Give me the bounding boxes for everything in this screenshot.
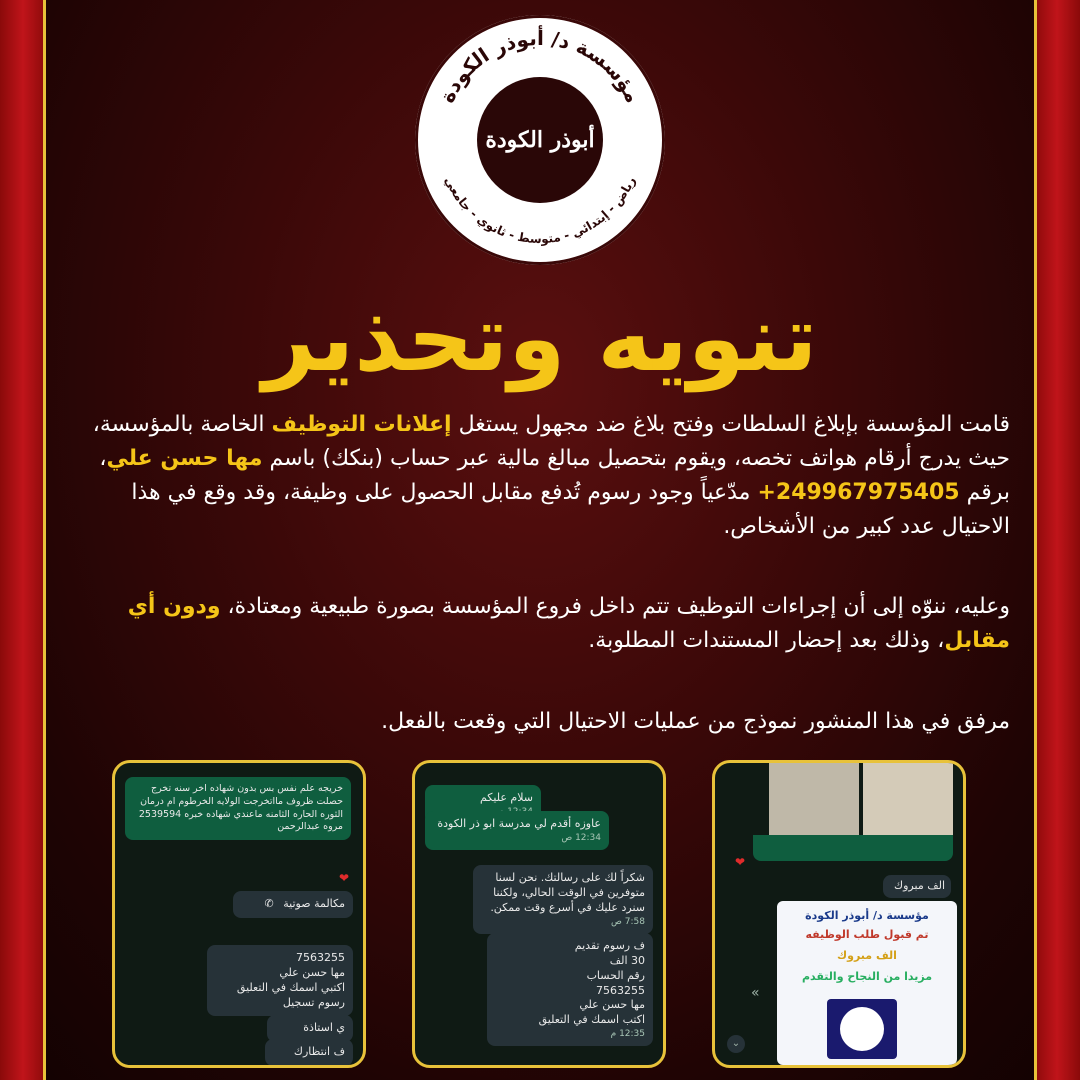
message-bubble: ف انتظارك (265, 1039, 353, 1066)
chat-screenshot-1 (712, 760, 966, 1068)
voice-call-bubble: مكالمة صوتية ✆ (233, 891, 353, 918)
paragraph-1: قامت المؤسسة بإبلاغ السلطات وفتح بلاغ ضد مجهول يستغل إعلانات التوظيف الخاصة بالمؤسسة، حيث يدرج أرقام هواتف تخصه، ويقوم بتحصيل مبالغ مالية عبر حساب (بنكك) باسم مها حسن علي، برقم +249967975405 مدّعياً وجود رسوم تُدفع مقابل الحصول على وظيفة، وقد وقع في هذا الاحتيال عدد كبير من الأشخاص. (92, 412, 1010, 540)
logo-ring-top-text: مؤسسة د/ أبوذر الكودة (434, 25, 646, 107)
paragraph-3: مرفق في هذا المنشور نموذج من عمليات الاحتيال التي وقعت بالفعل. (381, 709, 1010, 734)
message-bubble: الف مبروك (883, 875, 951, 898)
message-bubble (753, 835, 953, 861)
paragraph-2: وعليه، ننوّه إلى أن إجراءات التوظيف تتم داخل فروع المؤسسة بصورة طبيعية ومعتادة، ودون أي مقابل، وذلك بعد إحضار المستندات المطلوبة. (127, 594, 1010, 654)
logo-emblem: أبوذر الكودة (477, 77, 603, 203)
message-bubble: خريجه علم نفس بس بدون شهاده اخر سنه تخرج حصلت ظروف مااتخرجت الولايه الخرطوم ام درمان الثوره الحاره الثامنه ماعندي شهاده خبره 2539594 مروه عبدالرحمن (125, 777, 351, 840)
right-frame-bar (1034, 0, 1080, 1080)
highlight-phone-number: +249967975405 (757, 480, 960, 506)
logo-ring-bottom-text: رياض - إبتدائي - متوسط - ثانوي - جامعي (441, 174, 639, 247)
document-photo (863, 763, 953, 835)
message-bubble: عاوزه أقدم لي مدرسة ابو ذر الكودة 12:34 ص (425, 811, 609, 850)
message-bubble: ف رسوم تقديم 30 الف رقم الحساب 7563255 مها حسن علي اكتب اسمك في التعليق 12:35 م (487, 933, 653, 1046)
heart-icon: ❤ (735, 855, 746, 869)
left-frame-bar (0, 0, 46, 1080)
chat-screenshot-2 (412, 760, 666, 1068)
acceptance-card-image: مؤسسة د/ أبوذر الكودة تم قبول طلب الوظيفه الف مبروك مزيدا من النجاح والتقدم (777, 901, 957, 1065)
message-bubble: 7563255 مها حسن علي اكتبي اسمك في التعليق رسوم تسجيل (207, 945, 353, 1016)
phone-icon: ✆ (264, 897, 274, 910)
institution-logo (415, 15, 665, 265)
forward-icon: » (751, 985, 760, 1001)
card-logo (827, 999, 897, 1059)
headline: تنويه وتحذير (262, 285, 818, 392)
scroll-down-icon[interactable]: ⌄ (727, 1035, 745, 1053)
document-photo (769, 763, 859, 835)
message-bubble: سلام عليكم (425, 785, 541, 824)
message-bubble: ي استاذة (267, 1015, 353, 1042)
chat-screenshot-3 (112, 760, 366, 1068)
highlight-job-ads: إعلانات التوظيف (271, 412, 452, 437)
highlight-account-name: مها حسن علي (106, 446, 263, 472)
highlight-free-of-charge: ودون أي مقابل (127, 594, 1010, 654)
message-bubble: شكراً لك على رسالتك. نحن لسنا متوفرين في الوقت الحالي، ولكننا سنرد عليك في أسرع وقت ممكن. 7:58 ص (473, 865, 653, 934)
heart-icon: ❤ (338, 871, 349, 885)
